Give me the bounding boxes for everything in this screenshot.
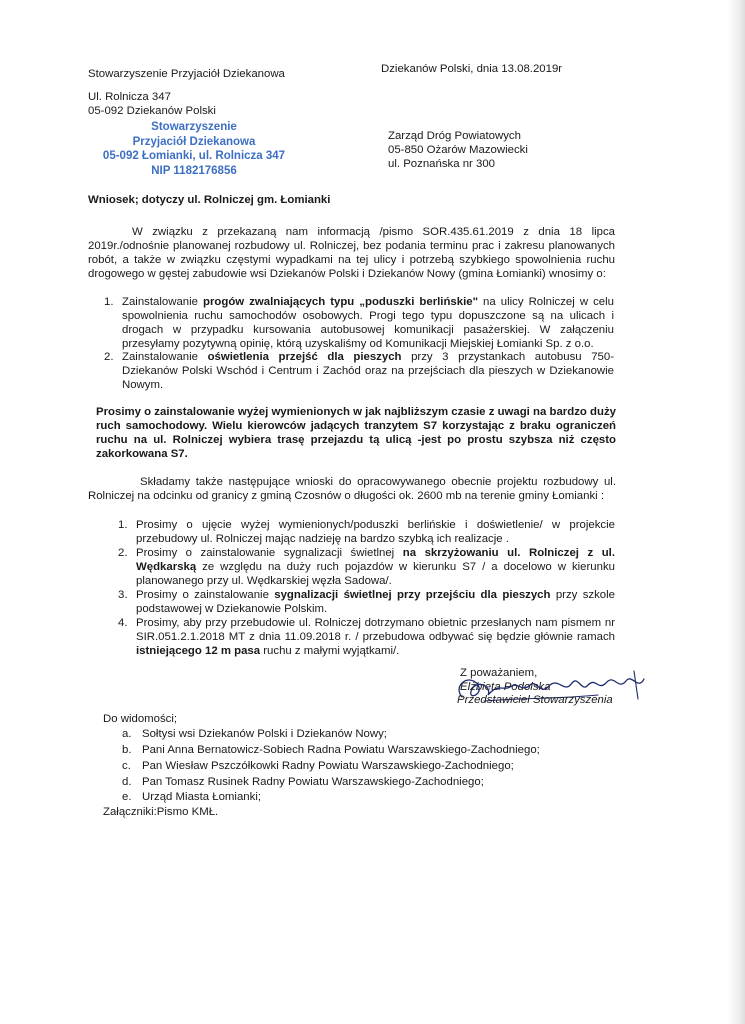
project-item-number: 1. bbox=[118, 519, 128, 531]
stamp-line-4: NIP 1182176856 bbox=[151, 164, 237, 177]
distribution-item-a: a. Sołtysi wsi Dziekanów Polski i Dziekanów Nowy; bbox=[122, 728, 387, 740]
project-item-2: 2. Prosimy o zainstalowanie sygnalizacji świetlnej na skrzyżowaniu ul. Rolniczej z ul. Wędkarską ze względu na duży ruch pojazdów w kierunku S7 / a docelowo w kierunku planowanego przy ul. Wędkarskiej węzła Sadowa/. bbox=[118, 547, 615, 587]
project-item-3: 3. Prosimy o zainstalowanie sygnalizacji świetlnej przy przejściu dla pieszych przy szkole podstawowej w Dziekanowie Polskim. bbox=[118, 589, 616, 615]
intro-paragraph: W związku z przekazaną nam informacją /pismo SOR.435.61.2019 z dnia 18 lipca 2019r./odnośnie planowanej rozbudowy ul. Rolniczej, bez podania terminu prac i zakresu planowanych robót, a także w związku częstymi wypadkami na tej ulicy i potrzebą szybkiego spowolnienia ruchu drogowego w gęstej zabudowie wsi Dziekanów Polski i Dziekanów Nowy (gmina Łomianki) wnosimy o: bbox=[88, 226, 615, 280]
project-item-number: 3. bbox=[118, 589, 128, 601]
stamp-line-3: 05-092 Łomianki, ul. Rolnicza 347 bbox=[102, 150, 286, 162]
sender-street: Ul. Rolnicza 347 bbox=[88, 91, 171, 103]
project-intro-paragraph: Składamy także następujące wnioski do opracowywanego obecnie projektu rozbudowy ul. Rolniczej na odcinku od granicy z gminą Czosnów o długości ok. 2600 mb na terenie gminy Łomianki : bbox=[88, 476, 616, 502]
recipient-name: Zarząd Dróg Powiatowych bbox=[388, 130, 521, 142]
scan-edge bbox=[727, 0, 745, 1024]
sender-name: Stowarzyszenie Przyjaciół Dziekanowa bbox=[88, 68, 285, 80]
signatory-name: Elżbieta Podolska bbox=[460, 681, 551, 693]
stamp-line-1: Stowarzyszenie bbox=[151, 121, 237, 133]
closing-greeting: Z poważaniem, bbox=[460, 667, 538, 679]
request-number: 1. bbox=[104, 296, 114, 308]
signatory-role: Przedstawiciel Stowarzyszenia bbox=[457, 694, 613, 706]
project-item-number: 2. bbox=[118, 547, 128, 559]
attachments-line: Załączniki:Pismo KMŁ. bbox=[103, 806, 219, 818]
distribution-item-e: e. Urząd Miasta Łomianki; bbox=[122, 791, 262, 803]
request-item-1: 1. Zainstalowanie progów zwalniających typu „poduszki berlińskie" na ulicy Rolniczej w celu spowolnienia ruchu samochodów osobowych. Progi tego typu dopuszczone są na ulicach i drogach w przypadku kursowania autobusowej komunikacji pasażerskiej. W załączeniu przesyłamy pozytywną opinię, którą uzyskaliśmy od Komunikacji Miejskiej Łomianki Sp. z o.o. bbox=[104, 296, 614, 350]
request-number: 2. bbox=[104, 351, 114, 363]
project-item-number: 4. bbox=[118, 617, 128, 629]
project-item-4: 4. Prosimy, aby przy przebudowie ul. Rolniczej dotrzymano obietnic przesłanych nam pismem nr SIR.051.2.1.2018 MT z dnia 11.09.2018 r. / przebudowa odbywać się będzie głównie ramach istniejącego 12 m pasa ruchu z małymi wyjątkami/. bbox=[118, 617, 615, 657]
request-item-2: 2. Zainstalowanie oświetlenia przejść dla pieszych przy 3 przystankach autobusu 750- Dziekanów Polski Wschód i Centrum i Zachód oraz na przejściach dla pieszych w Dziekanowie Nowym. bbox=[104, 351, 614, 391]
distribution-heading: Do widomości; bbox=[103, 713, 178, 725]
subject-line: Wniosek; dotyczy ul. Rolniczej gm. Łomianki bbox=[88, 194, 331, 206]
distribution-item-d: d. Pan Tomasz Rusinek Radny Powiatu Warszawskiego-Zachodniego; bbox=[122, 776, 484, 788]
project-item-1: 1. Prosimy o ujęcie wyżej wymienionych/poduszki berlińskie i doświetlenie/ w projekcie przebudowy ul. Rolniczej mając nadzieję na bardzo szybką ich realizacje . bbox=[118, 519, 615, 545]
stamp-line-2: Przyjaciół Dziekanowa bbox=[132, 135, 256, 148]
distribution-item-b: b. Pani Anna Bernatowicz-Sobiech Radna Powiatu Warszawskiego-Zachodniego; bbox=[122, 744, 540, 756]
sender-city: 05-092 Dziekanów Polski bbox=[88, 105, 216, 117]
distribution-item-c: c. Pan Wiesław Pszczółkowki Radny Powiatu Warszawskiego-Zachodniego; bbox=[122, 760, 514, 772]
association-stamp bbox=[96, 120, 292, 178]
place-date: Dziekanów Polski, dnia 13.08.2019r bbox=[381, 63, 563, 75]
recipient-street: ul. Poznańska nr 300 bbox=[388, 158, 496, 170]
appeal-paragraph: Prosimy o zainstalowanie wyżej wymienionych w jak najbliższym czasie z uwagi na bardzo duży ruch samochodowy. Wielu kierowców jadących tranzytem S7 korzystając z braku ograniczeń ruchu na ul. Rolniczej wybiera trasę przejazdu tą ulicą -jest po prostu szybsza niż często zakorkowana S7. bbox=[96, 406, 616, 460]
recipient-city: 05-850 Ożarów Mazowiecki bbox=[388, 144, 528, 156]
